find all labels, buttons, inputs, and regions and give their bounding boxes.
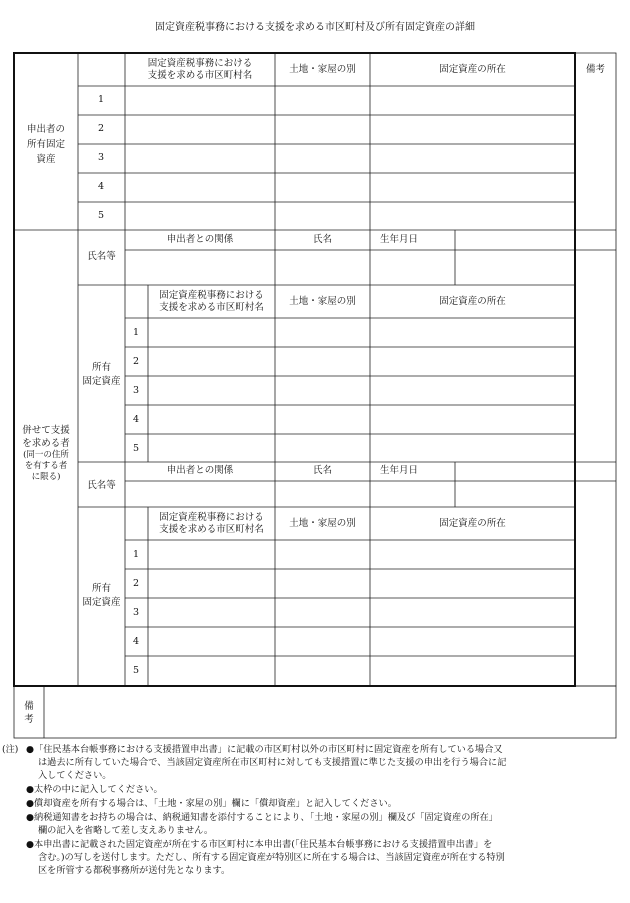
note-line: 区を所管する都税事務所が送付先となります。 — [38, 865, 231, 876]
row-number: 5 — [132, 665, 140, 676]
joint-label: 併せて支援 を求める者 (同一の住所 を有する者 に限る) — [22, 425, 70, 482]
bottom-remarks-label: 備 考 — [24, 701, 34, 725]
header-municipality: 固定資産税事務における 支援を求める市区町村名 — [147, 58, 253, 81]
note-line: 含む。)の写しを送付します。ただし、所有する固定資産が特別区に所在する場合は、当該固定資産が所在する特別 — [38, 852, 505, 863]
row-number: 2 — [97, 123, 105, 134]
note-line: ●納税通知書をお持ちの場合は、納税通知書を添付することにより、「土地・家屋の別」欄及び「固定資産の所在」 — [26, 812, 498, 823]
row-number: 1 — [132, 327, 140, 338]
note-line: ●償却資産を所有する場合は、「土地・家屋の別」欄に「償却資産」と記入してください。 — [26, 798, 397, 809]
note-line: 欄の記入を省略して差し支えありません。 — [38, 825, 214, 836]
name-header: 氏名 — [312, 465, 332, 476]
note-line: ●本申出書に記載された固定資産が所在する市区町村に本申出書(「住民基本台帳事務における支援措置申出書」を — [26, 839, 493, 850]
page-title: 固定資産税事務における支援を求める市区町村及び所有固定資産の詳細 — [155, 22, 475, 33]
header-land-house: 土地・家屋の別 — [289, 518, 356, 529]
header-municipality: 固定資産税事務における 支援を求める市区町村名 — [159, 512, 264, 535]
row-number: 3 — [97, 152, 105, 163]
row-number: 1 — [97, 94, 105, 105]
row-number: 2 — [132, 356, 140, 367]
owned-assets-label: 所有 固定資産 — [82, 583, 121, 608]
row-number: 2 — [132, 578, 140, 589]
note-line: は過去に所有していた場合で、当該固定資産所在市区町村に対しても支援措置に準じた支援の申出を行う場合に記 — [38, 757, 507, 768]
row-number: 4 — [132, 414, 140, 425]
applicant-label: 申出者の 所有固定 資産 — [26, 124, 65, 165]
header-land-house: 土地・家屋の別 — [289, 64, 356, 75]
header-municipality: 固定資産税事務における 支援を求める市区町村名 — [159, 290, 264, 313]
row-number: 5 — [97, 210, 105, 221]
row-number: 4 — [132, 636, 140, 647]
name-label: 氏名等 — [87, 251, 116, 262]
note-line: 入してください。 — [38, 770, 112, 781]
header-location: 固定資産の所在 — [439, 518, 506, 529]
row-number: 3 — [132, 607, 140, 618]
row-number: 1 — [132, 549, 140, 560]
row-number: 4 — [97, 181, 105, 192]
header-location: 固定資産の所在 — [439, 296, 506, 307]
header-land-house: 土地・家屋の別 — [289, 296, 356, 307]
relation-header: 申出者との関係 — [166, 465, 234, 476]
row-number: 5 — [132, 443, 140, 454]
note-line: ●太枠の中に記入してください。 — [26, 784, 163, 795]
row-number: 3 — [132, 385, 140, 396]
birth-header: 生年月日 — [380, 234, 419, 245]
owned-assets-label: 所有 固定資産 — [82, 362, 121, 387]
header-remarks: 備考 — [585, 64, 605, 75]
header-location: 固定資産の所在 — [439, 64, 506, 75]
notes-prefix: (注) — [2, 744, 19, 755]
name-label: 氏名等 — [87, 480, 116, 491]
name-header: 氏名 — [312, 234, 332, 245]
relation-header: 申出者との関係 — [166, 234, 234, 245]
bottom-remarks-box — [14, 686, 616, 738]
note-line: ●「住民基本台帳事務における支援措置申出書」に記載の市区町村以外の市区町村に固定資産を所有している場合又 — [26, 744, 503, 755]
birth-header: 生年月日 — [380, 465, 419, 476]
